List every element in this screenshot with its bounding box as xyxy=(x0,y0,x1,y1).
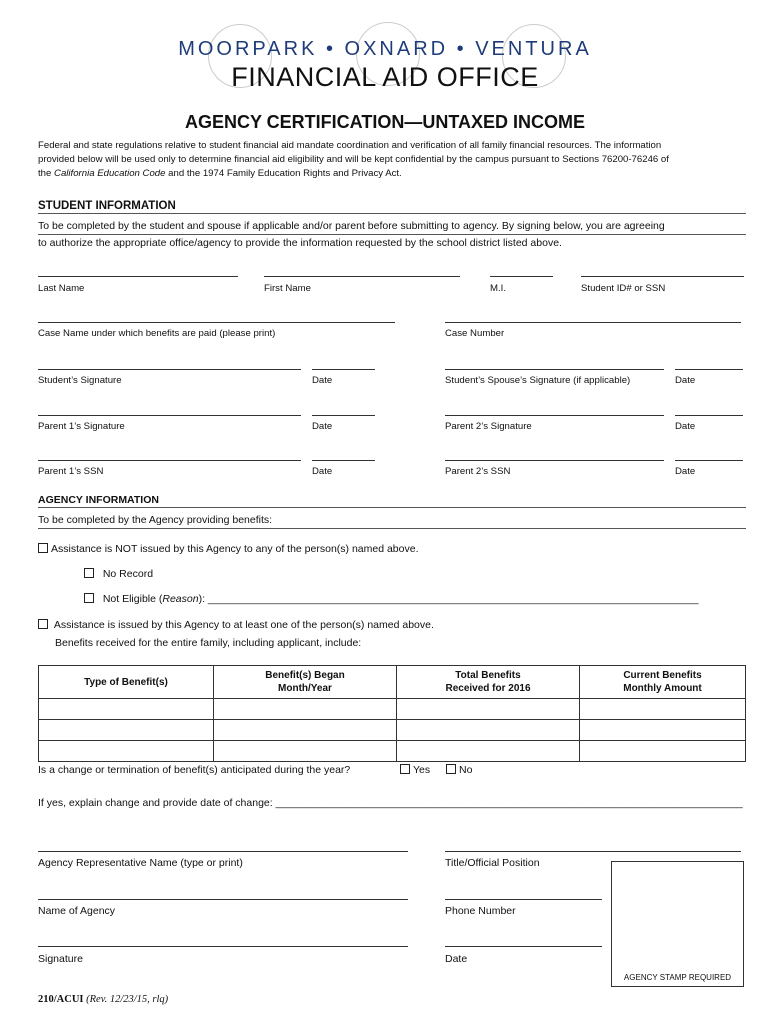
agency-stamp-box xyxy=(611,861,744,987)
parent2-signature-field[interactable] xyxy=(445,415,664,416)
table-header-row xyxy=(39,666,746,699)
date-label: Date xyxy=(312,421,333,432)
col-total-benefits: Total Benefits Received for 2016 xyxy=(397,666,580,699)
date-label: Date xyxy=(312,375,333,386)
case-name-field[interactable] xyxy=(38,322,395,323)
student-id-label: Student ID# or SSN xyxy=(581,283,666,294)
col-type-of-benefit: Type of Benefit(s) xyxy=(39,666,214,699)
agency-signature-label: Signature xyxy=(38,953,83,965)
no-record-checkbox[interactable] xyxy=(84,568,94,578)
no-record-option[interactable] xyxy=(84,568,153,580)
date-label: Date xyxy=(675,466,696,477)
agency-name-field[interactable] xyxy=(38,899,408,900)
parent1-ssn-label: Parent 1’s SSN xyxy=(38,466,104,477)
date-label: Date xyxy=(675,421,696,432)
spouse-signature-field[interactable] xyxy=(445,369,664,370)
issued-checkbox[interactable] xyxy=(38,619,48,629)
not-issued-label: Assistance is NOT issued by this Agency to any of the person(s) named above. xyxy=(51,543,419,555)
student-signature-field[interactable] xyxy=(38,369,301,370)
table-row[interactable] xyxy=(39,720,746,741)
mi-field[interactable] xyxy=(490,276,553,277)
first-name-label: First Name xyxy=(264,283,311,294)
office-name: FINANCIAL AID OFFICE xyxy=(231,62,539,92)
no-option[interactable]: No xyxy=(446,764,472,776)
date-label: Date xyxy=(675,375,696,386)
not-issued-checkbox[interactable] xyxy=(38,543,48,553)
table-row[interactable] xyxy=(39,741,746,762)
yes-option[interactable]: Yes xyxy=(400,764,430,776)
agency-signature-field[interactable] xyxy=(38,946,408,947)
title-position-label: Title/Official Position xyxy=(445,857,540,869)
student-signature-label: Student’s Signature xyxy=(38,375,122,386)
table-row[interactable] xyxy=(39,699,746,720)
date-label: Date xyxy=(312,466,333,477)
last-name-field[interactable] xyxy=(38,276,238,277)
phone-number-field[interactable] xyxy=(445,899,602,900)
case-number-label: Case Number xyxy=(445,328,505,339)
yes-checkbox[interactable] xyxy=(400,764,410,774)
agency-info-heading: AGENCY INFORMATION xyxy=(38,494,746,508)
rep-name-field[interactable] xyxy=(38,851,408,852)
student-info-instructions: To be completed by the student and spouse if applicable and/or parent before submitting to agency. By signing below, you are agreeing to authorize the appropriate office/agency to provide the information requested by the school district listed above. xyxy=(38,218,746,251)
no-record-label: No Record xyxy=(102,568,154,580)
case-name-label: Case Name under which benefits are paid (please print) xyxy=(38,328,276,339)
parent1-ssn-field[interactable] xyxy=(38,460,301,461)
parent1-signature-label: Parent 1’s Signature xyxy=(38,421,125,432)
student-info-heading: STUDENT INFORMATION xyxy=(38,200,746,214)
parent1-signature-field[interactable] xyxy=(38,415,301,416)
parent2-ssn-label: Parent 2’s SSN xyxy=(445,466,511,477)
parent2-ssn-field[interactable] xyxy=(445,460,664,461)
change-question: Is a change or termination of benefit(s) anticipated during the year? xyxy=(38,764,351,776)
benefits-instructions: Benefits received for the entire family, including applicant, include: xyxy=(55,637,362,649)
student-id-field[interactable] xyxy=(581,276,744,277)
parent2-date-field[interactable] xyxy=(675,415,743,416)
reason-field[interactable]: ): ____________________________________________________________________________________ xyxy=(198,593,699,605)
explain-change-field[interactable]: If yes, explain change and provide date of change: ________________________________________________________________________________ xyxy=(38,797,743,809)
parent2-ssn-date-field[interactable] xyxy=(675,460,743,461)
not-eligible-checkbox[interactable] xyxy=(84,593,94,603)
phone-number-label: Phone Number xyxy=(445,905,516,917)
spouse-signature-label: Student’s Spouse’s Signature (if applicable) xyxy=(445,375,631,386)
form-footer: 210/ACUI (Rev. 12/23/15, rlq) xyxy=(38,994,169,1005)
form-title: AGENCY CERTIFICATION—UNTAXED INCOME xyxy=(184,112,585,132)
col-benefit-began: Benefit(s) Began Month/Year xyxy=(214,666,397,699)
stamp-label: AGENCY STAMP REQUIRED xyxy=(623,973,732,982)
no-checkbox[interactable] xyxy=(446,764,456,774)
issued-label: Assistance is issued by this Agency to at least one of the person(s) named above. xyxy=(53,619,434,631)
not-eligible-option[interactable]: Not Eligible (Reason): ____________________________________________________________________________________ xyxy=(84,593,698,605)
rep-name-label: Agency Representative Name (type or print) xyxy=(38,857,243,869)
parent1-ssn-date-field[interactable] xyxy=(312,460,375,461)
last-name-label: Last Name xyxy=(38,283,85,294)
first-name-field[interactable] xyxy=(264,276,460,277)
issued-option[interactable] xyxy=(38,619,434,631)
mi-label: M.I. xyxy=(490,283,506,294)
campus-names: MOORPARK • OXNARD • VENTURA xyxy=(178,38,592,60)
agency-name-label: Name of Agency xyxy=(38,905,116,917)
agency-info-instructions: To be completed by the Agency providing benefits: xyxy=(38,512,746,529)
col-current-benefits: Current Benefits Monthly Amount xyxy=(580,666,746,699)
spouse-date-field[interactable] xyxy=(675,369,743,370)
not-issued-option[interactable] xyxy=(38,543,419,555)
case-number-field[interactable] xyxy=(445,322,741,323)
benefits-table xyxy=(38,665,746,762)
agency-date-field[interactable] xyxy=(445,946,602,947)
parent2-signature-label: Parent 2’s Signature xyxy=(445,421,532,432)
intro-paragraph: Federal and state regulations relative to student financial aid mandate coordination and verification of all family financial resources. The information provided below will be used only to determine financial aid eligibility and will be kept confidential by the campus pursuant to Sections 76200-76246 of the California Education Code and the 1974 Family Education Rights and Privacy Act. xyxy=(38,140,669,179)
parent1-date-field[interactable] xyxy=(312,415,375,416)
agency-date-label: Date xyxy=(445,953,468,965)
student-date-field[interactable] xyxy=(312,369,375,370)
title-position-field[interactable] xyxy=(445,851,741,852)
